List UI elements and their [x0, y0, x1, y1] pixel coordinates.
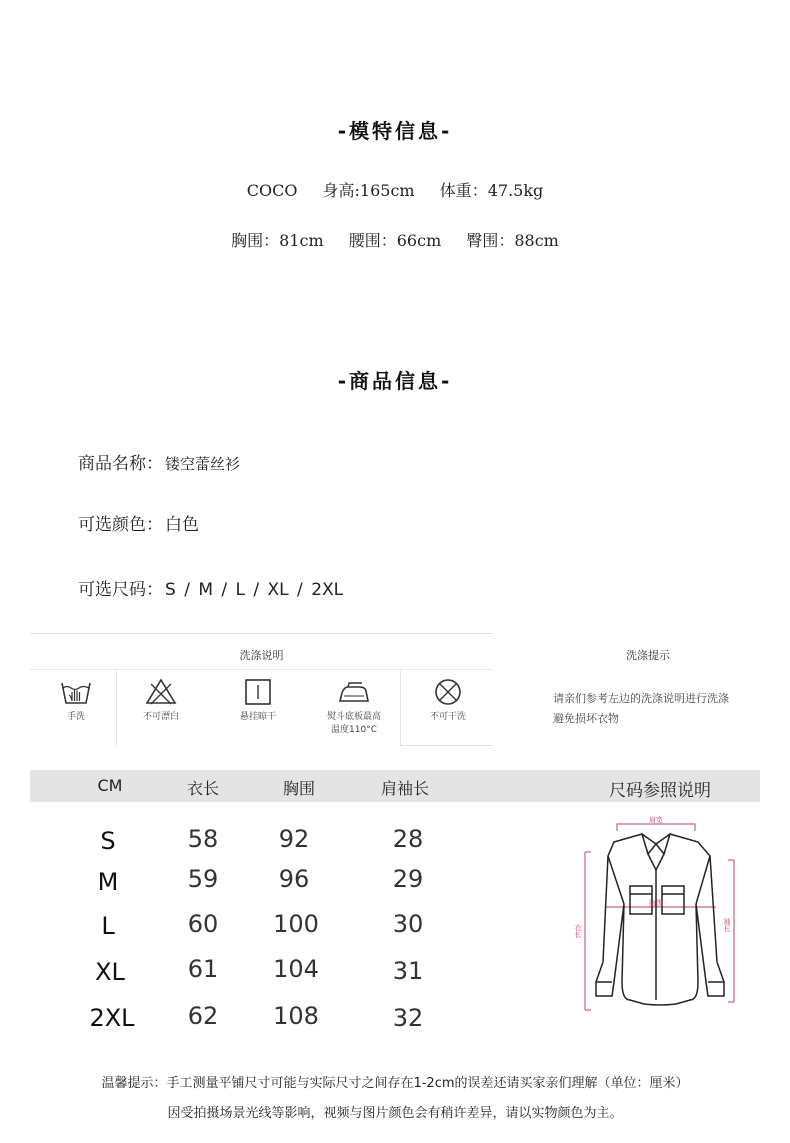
- care-label-hang-dry: 悬挂晾干: [239, 712, 276, 722]
- size-label: XL: [95, 958, 125, 986]
- size-col-chest: 胸围: [282, 779, 315, 798]
- care-item-hand-wash: [40, 677, 112, 724]
- product-color-label: 可选颜色：: [78, 515, 163, 535]
- wash-tip-title: 洗涤提示: [626, 649, 670, 662]
- size-reference-title: 尺码参照说明: [609, 781, 711, 801]
- care-instructions-panel: [30, 633, 493, 746]
- size-sleeve-value: 31: [392, 957, 424, 985]
- model-height: 身高:165cm: [322, 181, 415, 200]
- size-col-cm: CM: [97, 776, 123, 795]
- shirt-outline: [596, 834, 724, 1005]
- size-length-value: 58: [187, 825, 219, 853]
- shirt-diagram: [574, 814, 742, 1020]
- size-sleeve-value: 32: [392, 1004, 424, 1032]
- care-label-hand-wash: 手洗: [66, 712, 85, 722]
- care-title-divider: [30, 669, 493, 670]
- product-color-row: [78, 510, 199, 535]
- size-length-value: 62: [187, 1002, 219, 1030]
- care-bottom-divider: [400, 745, 493, 746]
- size-chest-value: 104: [273, 955, 319, 983]
- size-label: M: [97, 868, 119, 896]
- label-shoulder: 肩宽: [649, 816, 663, 824]
- care-item-hang-dry: [220, 677, 296, 724]
- size-chest-value: 92: [278, 825, 310, 853]
- care-divider: [400, 671, 401, 745]
- no-bleach-icon: [144, 677, 178, 707]
- model-measurements-1: [0, 178, 790, 201]
- care-top-divider: [30, 633, 493, 634]
- wash-tip-line-2: 避免损坏衣物: [553, 712, 619, 725]
- product-size-value: S / M / L / XL / 2XL: [165, 580, 344, 600]
- wash-tip-line-1: 请亲们参考左边的洗涤说明进行洗涤: [553, 692, 729, 705]
- size-sleeve-value: 30: [392, 910, 424, 938]
- size-chest-value: 108: [273, 1002, 319, 1030]
- size-sleeve-value: 29: [392, 865, 424, 893]
- product-color-value: 白色: [165, 515, 199, 535]
- model-weight: 体重：47.5kg: [439, 181, 544, 200]
- size-length-value: 61: [187, 955, 219, 983]
- care-item-iron: [312, 677, 396, 737]
- size-reference-diagram: [574, 814, 742, 1020]
- product-size-label: 可选尺码：: [78, 580, 163, 600]
- model-name: COCO: [246, 181, 298, 200]
- size-col-sleeve: 肩袖长: [380, 779, 429, 798]
- model-measurements-2: [0, 228, 790, 251]
- size-chest-value: 96: [278, 865, 310, 893]
- product-info-heading: -商品信息-: [337, 369, 453, 393]
- size-label: L: [101, 912, 115, 940]
- model-bust: 胸围：81cm: [231, 231, 324, 250]
- size-col-length: 衣长: [186, 779, 219, 798]
- care-item-no-dry-clean: [410, 677, 486, 724]
- hang-dry-icon: [241, 677, 275, 707]
- care-label-iron-temp: 温度110°C: [331, 725, 377, 735]
- model-waist: 腰围：66cm: [348, 231, 442, 250]
- size-length-value: 60: [187, 910, 219, 938]
- footer-note-measure: 温馨提示：手工测量平铺尺寸可能与实际尺寸之间存在1-2cm的误差还请买家亲们理解（单位：厘米）: [101, 1076, 689, 1091]
- care-title: 洗涤说明: [239, 649, 284, 662]
- no-dry-clean-icon: [431, 677, 465, 707]
- care-divider: [116, 671, 117, 745]
- model-hip: 臀围：88cm: [466, 231, 559, 250]
- care-item-no-bleach: [125, 677, 197, 724]
- size-label: S: [100, 827, 116, 855]
- label-sleeve: 袖长: [723, 918, 731, 932]
- hand-wash-icon: [59, 677, 93, 707]
- care-label-no-dry-clean: 不可干洗: [429, 712, 466, 722]
- size-label: 2XL: [89, 1004, 135, 1032]
- size-sleeve-value: 28: [392, 825, 424, 853]
- measure-labels-vertical: [574, 917, 731, 939]
- care-label-iron: 熨斗底板最高: [326, 712, 381, 722]
- size-chest-value: 100: [273, 910, 319, 938]
- product-name-label: 商品名称：: [78, 454, 163, 474]
- model-info-heading: -模特信息-: [337, 119, 453, 143]
- size-length-value: 59: [187, 865, 219, 893]
- label-length: 衣长: [574, 924, 582, 938]
- product-name-row: [78, 449, 240, 474]
- care-label-no-bleach: 不可漂白: [142, 712, 179, 722]
- product-size-row: [78, 575, 343, 600]
- label-chest: 胸围: [649, 899, 663, 907]
- product-name-value: 镂空蕾丝衫: [165, 455, 241, 473]
- wash-tip-text: [553, 689, 763, 729]
- iron-icon: [336, 677, 372, 707]
- footer-note-color: 因受拍摄场景光线等影响，视频与图片颜色会有稍许差异，请以实物颜色为主。: [167, 1106, 623, 1121]
